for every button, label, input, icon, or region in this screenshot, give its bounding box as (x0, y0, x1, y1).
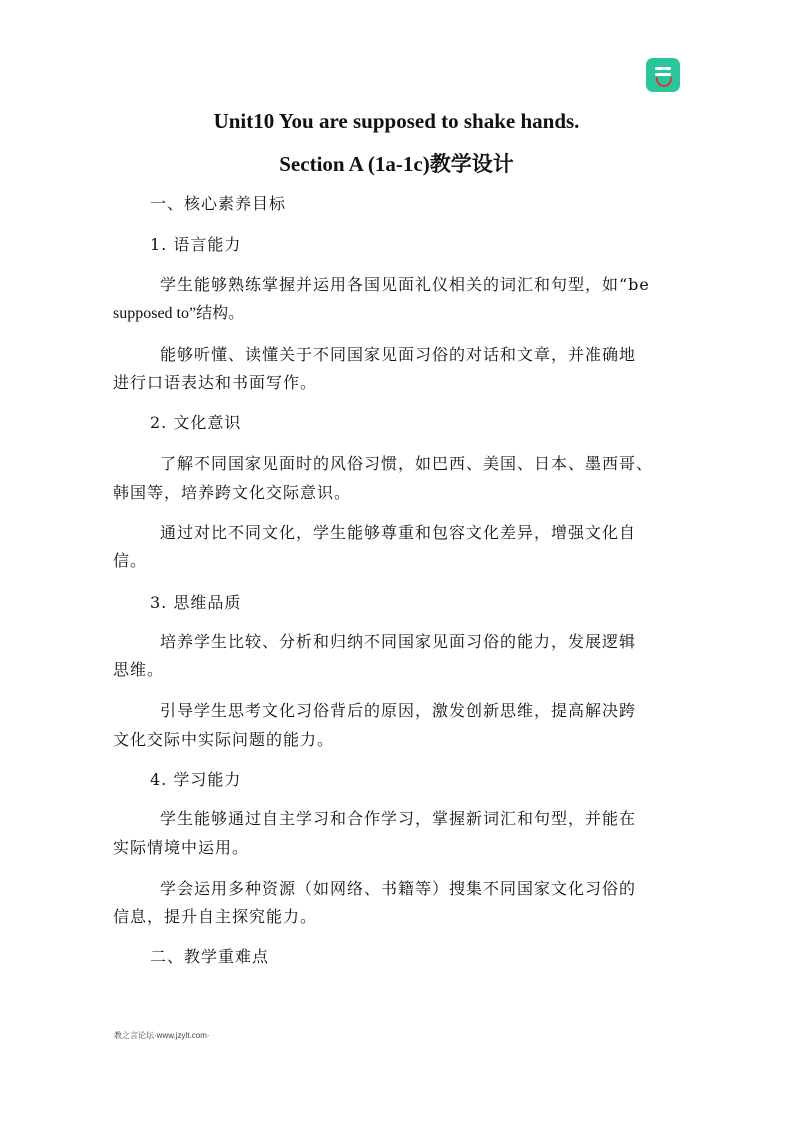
paragraph-line: 实际情境中运用。 (113, 838, 250, 857)
section-heading-key-points: 二、教学重难点 (150, 947, 270, 966)
paragraph-line: 培养学生比较、分析和归纳不同国家见面习俗的能力，发展逻辑 (160, 632, 637, 651)
document-title: Unit10 You are supposed to shake hands. (213, 109, 580, 133)
paragraph-line: 文化交际中实际问题的能力。 (113, 730, 335, 749)
subheading-thinking: 3. 思维品质 (150, 593, 242, 612)
logo-smile (656, 77, 672, 87)
subheading-culture: 2. 文化意识 (150, 413, 242, 432)
paragraph-line: supposed to”结构。 (113, 305, 245, 322)
paragraph-line: 学生能够熟练掌握并运用各国见面礼仪相关的词汇和句型，如“be (160, 275, 650, 294)
paragraph-line: 进行口语表达和书面写作。 (113, 373, 318, 392)
subheading-language: 1. 语言能力 (150, 235, 242, 254)
document-subtitle: Section A (1a-1c)教学设计 (279, 152, 514, 176)
paragraph-line: 韩国等，培养跨文化交际意识。 (113, 483, 352, 502)
paragraph-line: 学会运用多种资源（如网络、书籍等）搜集不同国家文化习俗的 (160, 879, 637, 898)
footer-watermark: 教之言论坛·www.jzylt.com· (114, 1031, 210, 1040)
paragraph-line: 思维。 (113, 660, 165, 679)
logo-bar (655, 73, 671, 76)
site-logo-icon (646, 58, 680, 92)
paragraph-line: 了解不同国家见面时的风俗习惯，如巴西、美国、日本、墨西哥、 (160, 454, 654, 473)
section-heading-objectives: 一、核心素养目标 (150, 194, 287, 213)
subheading-learning: 4. 学习能力 (150, 770, 242, 789)
paragraph-line: 信。 (113, 551, 148, 570)
paragraph-line: 信息，提升自主探究能力。 (113, 907, 318, 926)
paragraph-line: 引导学生思考文化习俗背后的原因，激发创新思维，提高解决跨 (160, 701, 637, 720)
paragraph-line: 能够听懂、读懂关于不同国家见面习俗的对话和文章，并准确地 (160, 345, 637, 364)
paragraph-line: 学生能够通过自主学习和合作学习，掌握新词汇和句型，并能在 (160, 809, 637, 828)
paragraph-line: 通过对比不同文化，学生能够尊重和包容文化差异，增强文化自 (160, 523, 637, 542)
logo-bar (655, 67, 671, 70)
